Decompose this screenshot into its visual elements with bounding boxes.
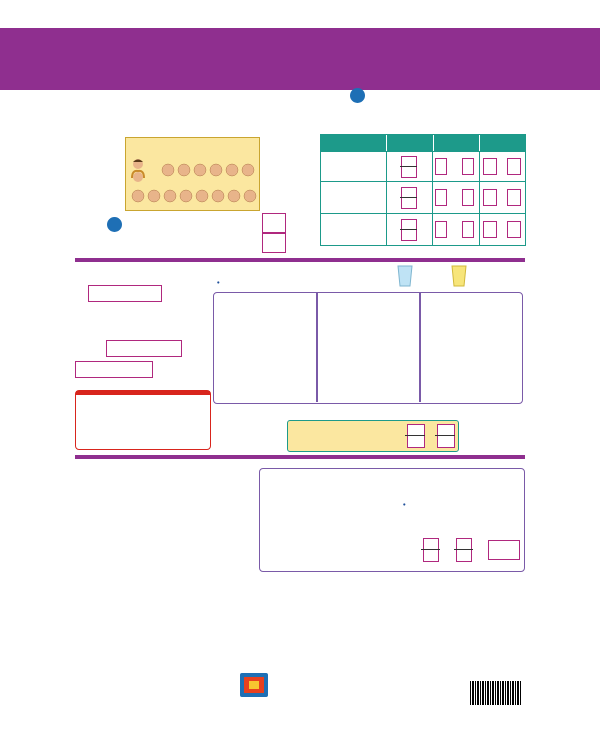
row-label-boys-girls (321, 152, 387, 181)
percent-equation (400, 537, 520, 565)
glasses-illustration (215, 294, 520, 368)
header-ratio (321, 135, 387, 151)
equal-ratios-term-input-2[interactable] (75, 361, 153, 378)
step1-number (107, 217, 122, 232)
word-input[interactable] (462, 158, 474, 175)
header-word (434, 135, 481, 151)
title-band (0, 28, 600, 90)
change-instruction: • (403, 500, 408, 509)
boys-count-input[interactable] (262, 213, 286, 233)
row-label-boys-total (321, 214, 387, 245)
section-divider (75, 455, 525, 459)
colon-input[interactable] (507, 189, 521, 206)
girls-count-input[interactable] (262, 233, 286, 253)
word-input[interactable] (435, 189, 447, 206)
lemonade-instruction: • (217, 278, 220, 287)
fraction-input[interactable] (401, 219, 417, 241)
ratio-table-header (321, 135, 525, 151)
multiplier-input[interactable] (423, 538, 439, 562)
classroom-card (125, 137, 260, 211)
step2-number (350, 88, 365, 103)
faces-illustration (126, 158, 259, 208)
header-fraction (387, 135, 434, 151)
proportion-term-input[interactable] (88, 285, 162, 302)
colon-input[interactable] (483, 221, 497, 238)
water-glass-icon (396, 264, 414, 288)
section-divider (75, 258, 525, 262)
row-label-girls-total (321, 182, 387, 213)
card-text (126, 138, 259, 142)
girl-face-icon (132, 171, 144, 182)
barcode (470, 681, 522, 705)
boy-face-icon (133, 159, 143, 169)
colon-input[interactable] (483, 158, 497, 175)
fifths-labels (375, 475, 389, 555)
colon-input[interactable] (507, 221, 521, 238)
header-colon (480, 135, 525, 151)
word-input[interactable] (462, 221, 474, 238)
colon-input[interactable] (483, 189, 497, 206)
colon-input[interactable] (507, 158, 521, 175)
lemon-glass-icon (450, 264, 468, 288)
fraction-input[interactable] (401, 156, 417, 178)
percent-grids-row (75, 576, 525, 676)
percent-answer-input[interactable] (488, 540, 520, 560)
newpath-logo-icon (240, 673, 268, 697)
fraction-input[interactable] (401, 187, 417, 209)
product-input[interactable] (456, 538, 472, 562)
word-input[interactable] (462, 189, 474, 206)
ratio-row (215, 378, 520, 400)
table-row (321, 181, 525, 213)
equal-ratios-term-input[interactable] (106, 340, 182, 357)
equal-ratios-box (287, 420, 459, 452)
ratio-table (320, 134, 526, 246)
word-input[interactable] (435, 158, 447, 175)
table-row (321, 213, 525, 245)
word-input[interactable] (435, 221, 447, 238)
table-row (321, 151, 525, 181)
equal-ratio-input[interactable] (437, 424, 455, 448)
equal-ratio-input[interactable] (407, 424, 425, 448)
hundred-grid (264, 472, 374, 568)
vocab-box (75, 390, 211, 450)
